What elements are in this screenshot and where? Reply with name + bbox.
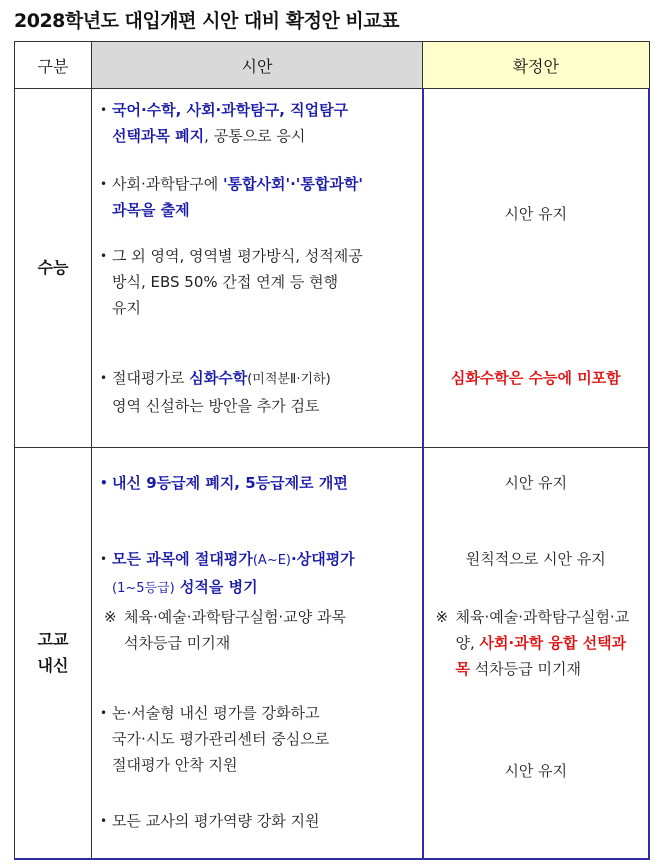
school-draft-item-2: • 모든 과목에 절대평가(A~E)·상대평가 (1~5등급) 성적을 병기 [98,546,355,602]
school-draft-item-1: • 내신 9등급제 폐지, 5등급제로 개편 [98,470,348,496]
suneung-final-cell [423,89,650,448]
suneung-draft-cell [92,89,423,448]
suneung-final-keep: 시안 유지 [504,205,568,223]
suneung-row [15,89,650,448]
school-final-note: ※ 체육·예술·과학탐구실험·교 양, 사회·과학 융합 선택과 목 석차등급 미기재 [435,608,630,678]
suneung-final-excluded: 심화수학은 수능에 미포함 [450,369,621,387]
school-final-keep-2: 시안 유지 [504,762,568,780]
school-draft-item-3: • 논·서술형 내신 평가를 강화하고 국가·시도 평가관리센터 중심으로 절대평가 안착 지원 [98,700,329,778]
row-label-school: 고교 내신 [15,448,92,860]
header-final: 확정안 [423,42,650,89]
header-row [15,42,650,89]
header-draft: 시안 [92,42,423,89]
school-final-cell [423,448,650,860]
row-label-suneung: 수능 [15,89,92,448]
comparison-table [14,41,650,860]
school-draft-note: ※ 체육·예술·과학탐구실험·교양 과목 석차등급 미기재 [104,608,346,652]
suneung-draft-item-1: • 국어·수학, 사회·과학탐구, 직업탐구 선택과목 폐지, 공통으로 응시 [98,97,348,149]
suneung-draft-item-3: • 그 외 영역, 영역별 평가방식, 성적제공 방식, EBS 50% 간접 연계 등 현행 유지 [98,243,363,321]
school-final-principle: 원칙적으로 시안 유지 [465,550,606,568]
suneung-draft-item-2: • 사회·과학탐구에 '통합사회'·'통합과학' 과목을 출제 [98,171,363,223]
school-draft-item-4: • 모든 교사의 평가역량 강화 지원 [98,808,319,834]
school-row [15,448,650,860]
page-title: 2028학년도 대입개편 시안 대비 확정안 비교표 [14,10,399,32]
school-final-keep-1: 시안 유지 [504,474,568,492]
header-category: 구분 [15,42,92,89]
school-draft-cell [92,448,423,860]
suneung-draft-item-4: • 절대평가로 심화수학(미적분Ⅱ·기하) 영역 신설하는 방안을 추가 검토 [98,365,331,419]
